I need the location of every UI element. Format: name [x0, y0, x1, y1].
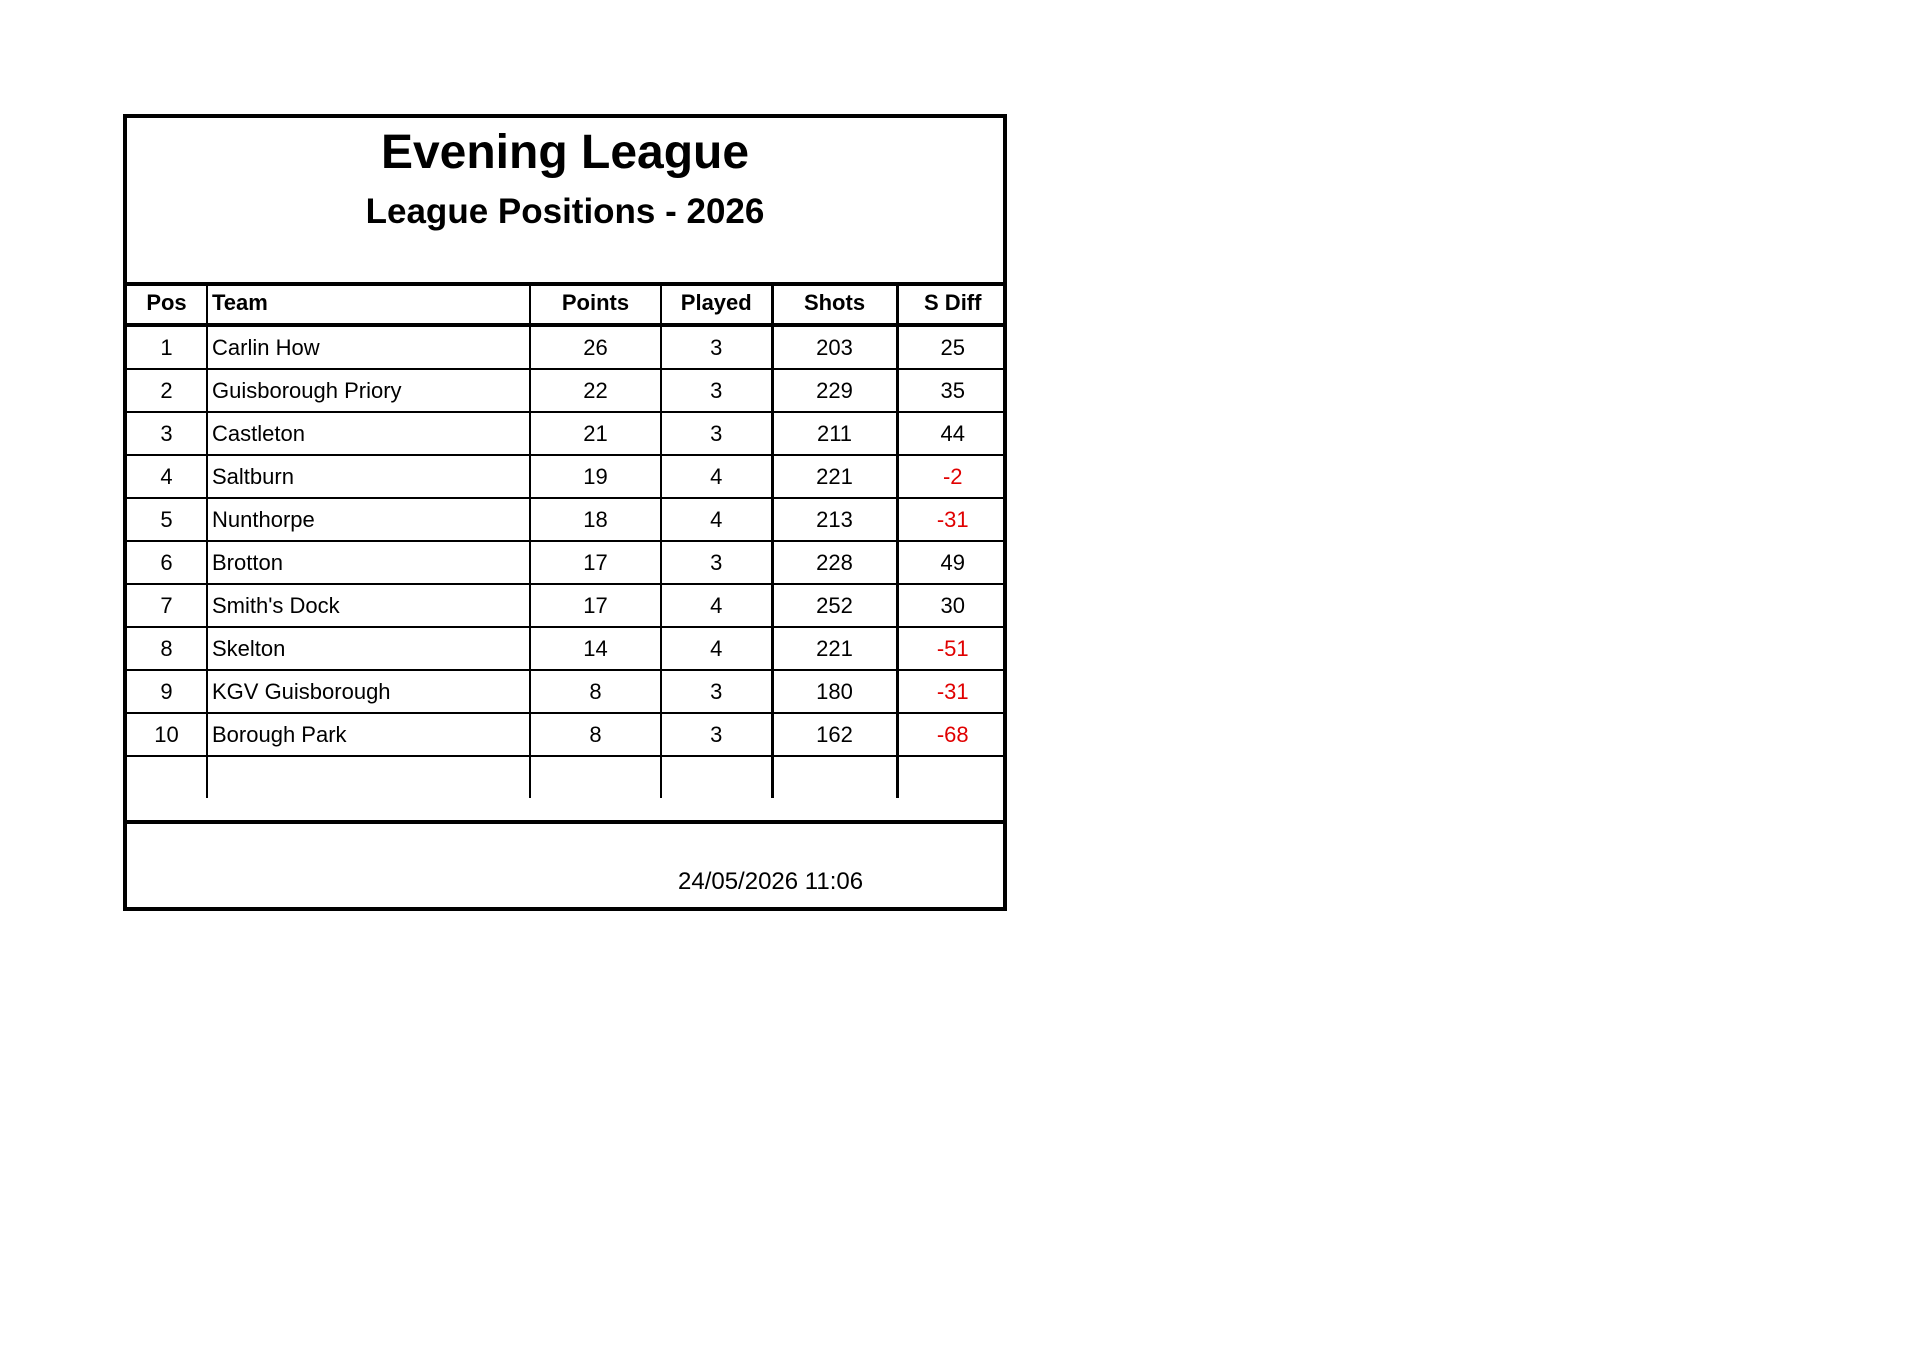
cell-pos: 1	[127, 325, 207, 369]
cell-points: 19	[530, 455, 661, 498]
cell-played: 4	[661, 498, 772, 541]
cell-shots: 221	[772, 455, 897, 498]
cell-team: Skelton	[207, 627, 530, 670]
cell-sdiff: -51	[897, 627, 1007, 670]
cell-shots: 213	[772, 498, 897, 541]
table-row	[127, 412, 1007, 455]
empty-cell	[127, 756, 207, 798]
column-header-team: Team	[207, 282, 530, 325]
cell-pos: 3	[127, 412, 207, 455]
cell-pos: 9	[127, 670, 207, 713]
cell-sdiff: 49	[897, 541, 1007, 584]
standings-table	[127, 282, 1007, 798]
cell-team: Brotton	[207, 541, 530, 584]
cell-sdiff: -31	[897, 670, 1007, 713]
cell-played: 3	[661, 369, 772, 412]
table-header-row	[127, 282, 1007, 325]
table-row	[127, 541, 1007, 584]
table-row	[127, 455, 1007, 498]
cell-team: Castleton	[207, 412, 530, 455]
table-row	[127, 369, 1007, 412]
cell-played: 3	[661, 325, 772, 369]
column-header-points: Points	[530, 282, 661, 325]
cell-sdiff: 30	[897, 584, 1007, 627]
cell-pos: 2	[127, 369, 207, 412]
cell-pos: 8	[127, 627, 207, 670]
cell-shots: 221	[772, 627, 897, 670]
cell-shots: 252	[772, 584, 897, 627]
cell-sdiff: 35	[897, 369, 1007, 412]
cell-played: 4	[661, 584, 772, 627]
cell-pos: 10	[127, 713, 207, 756]
cell-points: 18	[530, 498, 661, 541]
cell-points: 14	[530, 627, 661, 670]
cell-team: Smith's Dock	[207, 584, 530, 627]
cell-played: 3	[661, 412, 772, 455]
cell-shots: 162	[772, 713, 897, 756]
cell-shots: 211	[772, 412, 897, 455]
cell-pos: 4	[127, 455, 207, 498]
cell-shots: 203	[772, 325, 897, 369]
table-row	[127, 670, 1007, 713]
table-row	[127, 627, 1007, 670]
cell-shots: 180	[772, 670, 897, 713]
cell-team: Saltburn	[207, 455, 530, 498]
footer	[127, 820, 1003, 907]
column-header-shots: Shots	[772, 282, 897, 325]
empty-cell	[207, 756, 530, 798]
cell-pos: 5	[127, 498, 207, 541]
cell-team: Nunthorpe	[207, 498, 530, 541]
cell-played: 3	[661, 670, 772, 713]
cell-played: 4	[661, 455, 772, 498]
cell-team: Carlin How	[207, 325, 530, 369]
table-row	[127, 584, 1007, 627]
cell-points: 17	[530, 541, 661, 584]
column-header-pos: Pos	[127, 282, 207, 325]
cell-points: 8	[530, 713, 661, 756]
cell-pos: 7	[127, 584, 207, 627]
cell-points: 22	[530, 369, 661, 412]
table-row	[127, 713, 1007, 756]
cell-points: 8	[530, 670, 661, 713]
title-block	[127, 118, 1003, 286]
cell-played: 3	[661, 713, 772, 756]
table-row	[127, 325, 1007, 369]
empty-cell	[772, 756, 897, 798]
standings-body	[127, 325, 1007, 798]
empty-row	[127, 756, 1007, 798]
empty-cell	[661, 756, 772, 798]
timestamp: 24/05/2026 11:06	[678, 868, 864, 895]
cell-team: Guisborough Priory	[207, 369, 530, 412]
cell-played: 3	[661, 541, 772, 584]
empty-cell	[897, 756, 1007, 798]
cell-points: 26	[530, 325, 661, 369]
cell-team: Borough Park	[207, 713, 530, 756]
cell-points: 17	[530, 584, 661, 627]
cell-sdiff: 25	[897, 325, 1007, 369]
league-sheet	[123, 114, 1007, 911]
cell-pos: 6	[127, 541, 207, 584]
cell-sdiff: -68	[897, 713, 1007, 756]
cell-played: 4	[661, 627, 772, 670]
cell-sdiff: 44	[897, 412, 1007, 455]
cell-sdiff: -2	[897, 455, 1007, 498]
page-subtitle: League Positions - 2026	[365, 192, 765, 231]
cell-shots: 229	[772, 369, 897, 412]
cell-sdiff: -31	[897, 498, 1007, 541]
column-header-played: Played	[661, 282, 772, 325]
cell-team: KGV Guisborough	[207, 670, 530, 713]
empty-cell	[530, 756, 661, 798]
table-row	[127, 498, 1007, 541]
column-header-sdiff: S Diff	[897, 282, 1007, 325]
cell-shots: 228	[772, 541, 897, 584]
cell-points: 21	[530, 412, 661, 455]
page-title: Evening League	[380, 126, 750, 179]
